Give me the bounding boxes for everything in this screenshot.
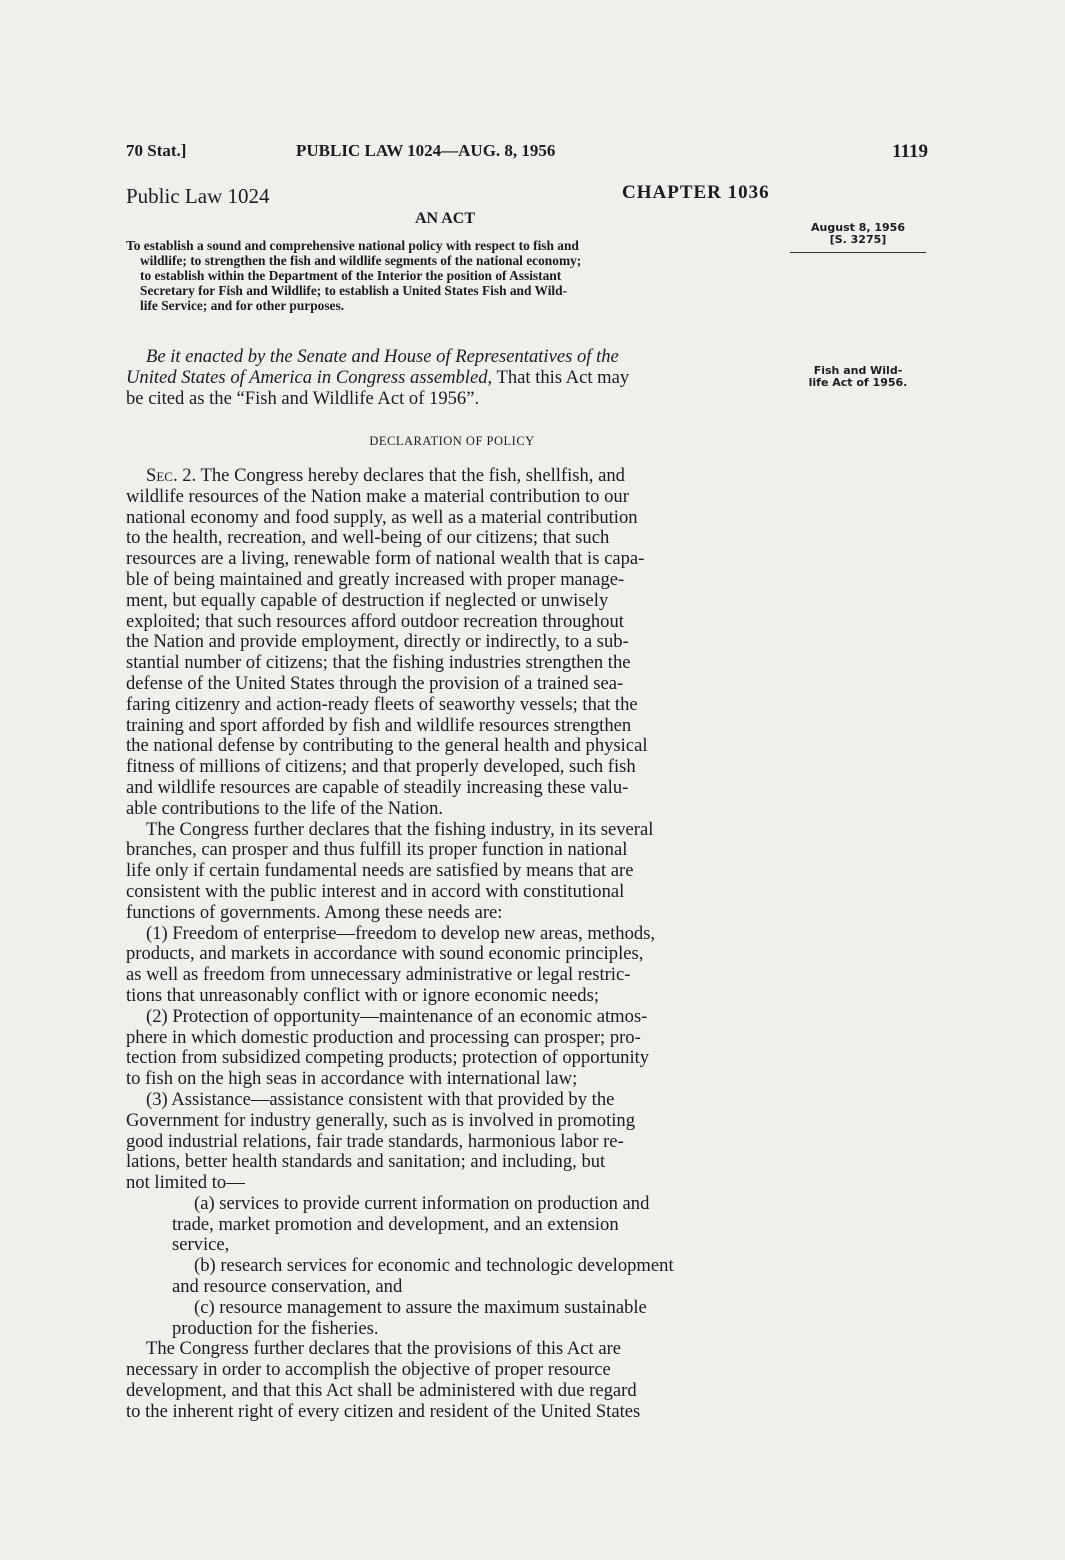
body-line: life only if certain fundamental needs are satisfied by means that are (126, 860, 634, 882)
body-line: consistent with the public interest and in accord with constitutional (126, 880, 625, 902)
body-line: production for the fisheries. (172, 1317, 379, 1339)
enacting-clause (126, 346, 778, 409)
body-line: as well as freedom from unnecessary administrative or legal restric- (126, 964, 631, 986)
body-line: not limited to— (126, 1172, 245, 1194)
bill-number: [S. 3275] (829, 233, 887, 246)
page-number: 1119 (892, 141, 928, 162)
body-line: lations, better health standards and sanitation; and including, but (126, 1151, 606, 1173)
body-line: ble of being maintained and greatly increased with proper manage- (126, 568, 625, 590)
body-line: national economy and food supply, as well as a material contribution (126, 506, 638, 528)
body-line: wildlife resources of the Nation make a material contribution to our (126, 485, 629, 507)
body-line: tions that unreasonably conflict with or ignore economic needs; (126, 984, 599, 1006)
body-line: The Congress further declares that the provisions of this Act are (146, 1338, 622, 1360)
body-line: necessary in order to accomplish the objective of proper resource (126, 1359, 611, 1381)
body-line: trade, market promotion and development, and an extension (172, 1213, 619, 1235)
running-header (126, 141, 928, 165)
an-act-heading: AN ACT (415, 210, 476, 227)
purpose-line: to establish within the Department of the Interior the position of Assistant (140, 268, 562, 283)
act-purpose (126, 238, 778, 313)
body-line: functions of governments. Among these needs are: (126, 901, 503, 923)
body-line: service, (172, 1234, 230, 1256)
body-line: (b) research services for economic and technologic development (194, 1255, 674, 1277)
body-line: tection from subsidized competing products; protection of opportunity (126, 1047, 650, 1069)
margin-note-short-title (790, 365, 926, 389)
body-line: fitness of millions of citizens; and that properly developed, such fish (126, 756, 636, 778)
enacting-line-2-italic: United States of America in Congress assembled (126, 367, 488, 388)
purpose-line: Secretary for Fish and Wildlife; to establish a United States Fish and Wild- (140, 283, 568, 298)
body-line: and wildlife resources are capable of steadily increasing these valu- (126, 776, 629, 798)
short-title-line-1: Fish and Wild- (813, 364, 903, 377)
body-line: (2) Protection of opportunity—maintenance of an economic atmos- (146, 1005, 648, 1027)
section-heading: DECLARATION OF POLICY (369, 434, 535, 448)
enacting-line-2-rest: , That this Act may (487, 367, 630, 388)
section-2-body (126, 466, 778, 1423)
body-line: (a) services to provide current information on production and (194, 1192, 650, 1214)
body-line: stantial number of citizens; that the fishing industries strengthen the (126, 652, 631, 674)
volume-citation: 70 Stat.] (126, 141, 187, 160)
body-line: ment, but equally capable of destruction if neglected or unwisely (126, 589, 609, 611)
body-line: development, and that this Act shall be administered with due regard (126, 1380, 637, 1402)
body-line: to fish on the high seas in accordance with international law; (126, 1068, 578, 1090)
body-line: and resource conservation, and (172, 1276, 403, 1298)
purpose-line: wildlife; to strengthen the fish and wildlife segments of the national economy; (140, 253, 582, 268)
body-line: (1) Freedom of enterprise—freedom to develop new areas, methods, (146, 922, 656, 944)
body-line: faring citizenry and action-ready fleets of seaworthy vessels; that the (126, 693, 638, 715)
body-line: (3) Assistance—assistance consistent with that provided by the (146, 1088, 615, 1110)
body-line: to the inherent right of every citizen and resident of the United States (126, 1400, 641, 1422)
purpose-line: life Service; and for other purposes. (140, 298, 345, 313)
body-line: The Congress hereby declares that the fish, shellfish, and (196, 465, 625, 486)
body-line: exploited; that such resources afford outdoor recreation throughout (126, 610, 624, 632)
purpose-line: To establish a sound and comprehensive national policy with respect to fish and (126, 238, 579, 253)
chapter-number: CHAPTER 1036 (622, 182, 770, 203)
body-line: (c) resource management to assure the maximum sustainable (194, 1296, 647, 1318)
enacting-line-1: Be it enacted by the Senate and House of Representatives of the (146, 346, 619, 367)
body-line: Government for industry generally, such as is involved in promoting (126, 1109, 635, 1131)
body-line: training and sport afforded by fish and wildlife resources strengthen (126, 714, 632, 736)
public-law-number: Public Law 1024 (126, 184, 270, 208)
body-line: resources are a living, renewable form of national wealth that is capa- (126, 548, 645, 570)
law-title-header: PUBLIC LAW 1024—AUG. 8, 1956 (296, 141, 556, 160)
body-line: to the health, recreation, and well-being of our citizens; that such (126, 527, 610, 549)
body-line: defense of the United States through the provision of a trained sea- (126, 672, 624, 694)
body-line: good industrial relations, fair trade standards, harmonious labor re- (126, 1130, 624, 1152)
enacting-line-3: be cited as the “Fish and Wildlife Act of 1956”. (126, 388, 480, 409)
enactment-date: August 8, 1956 (811, 221, 905, 234)
body-line: the Nation and provide employment, directly or indirectly, to a sub- (126, 631, 629, 653)
margin-divider (790, 252, 926, 253)
section-label: Sec. 2. (146, 465, 197, 486)
short-title-line-2: life Act of 1956. (808, 376, 908, 389)
body-line: able contributions to the life of the Nation. (126, 797, 444, 819)
body-line: phere in which domestic production and processing can prosper; pro- (126, 1026, 641, 1048)
body-line: branches, can prosper and thus fulfill its proper function in national (126, 839, 628, 861)
body-line: products, and markets in accordance with sound economic principles, (126, 943, 644, 965)
body-line: the national defense by contributing to the general health and physical (126, 735, 648, 757)
body-line: The Congress further declares that the fishing industry, in its several (146, 818, 654, 840)
margin-note-date (790, 222, 926, 253)
